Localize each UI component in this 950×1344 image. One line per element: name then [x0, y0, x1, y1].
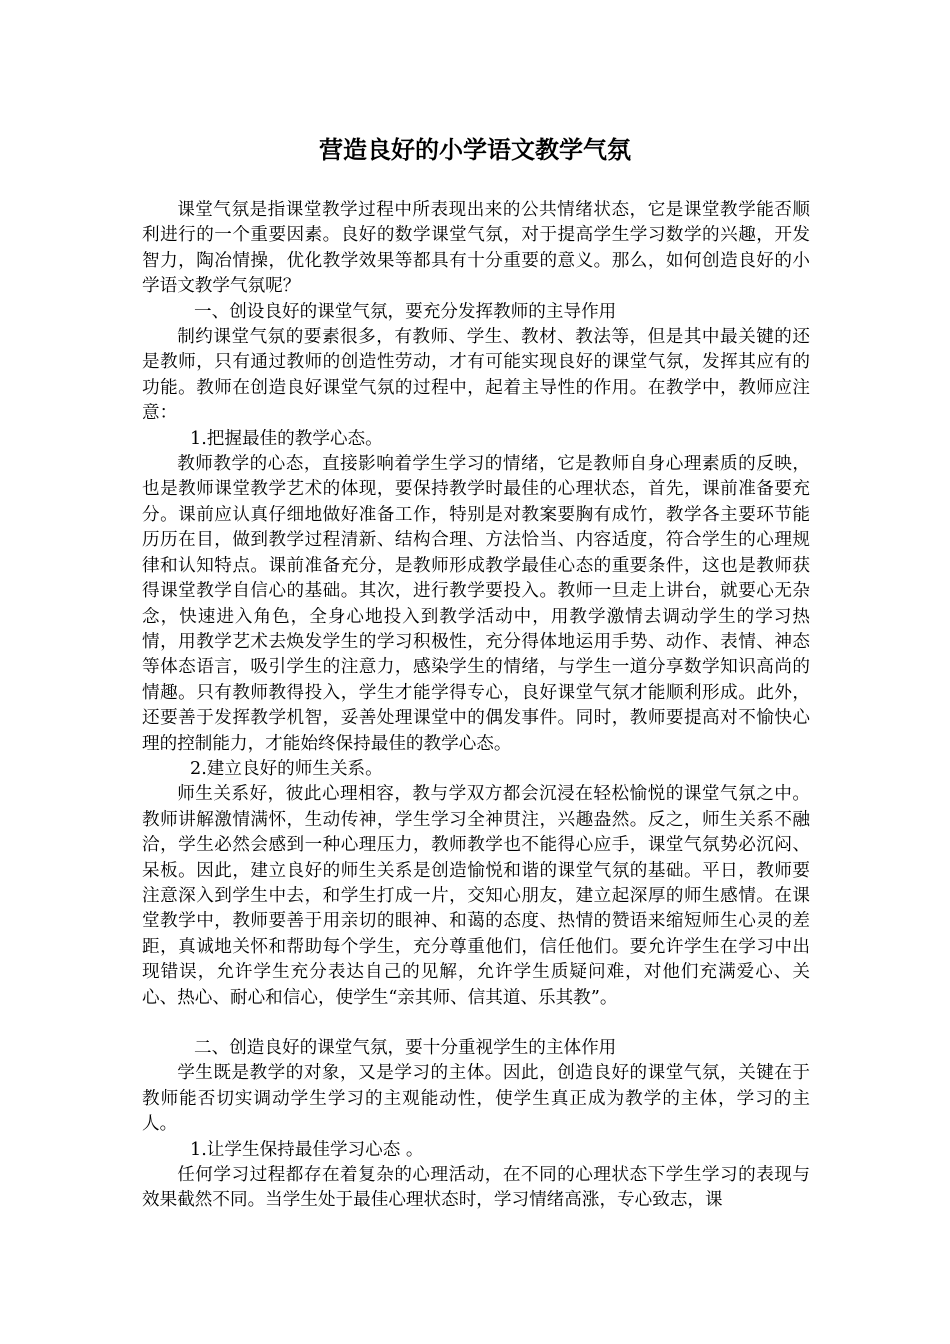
- section-gap: [142, 1011, 810, 1036]
- section-2-subheading-1: 1.让学生保持最佳学习心态 。: [190, 1139, 424, 1160]
- section-1-paragraph: 制约课堂气氛的要素很多，有教师、学生、教材、教法等，但是其中最关键的还是教师，只有通过教师的创造性劳动，才有可能实现良好的课堂气氛，发挥其应有的功能。教师在创造良好课堂气氛的过程中，起着主导性的作用。在教学中，教师应注意：: [142, 327, 810, 424]
- intro-paragraph: 课堂气氛是指课堂教学过程中所表现出来的公共情绪状态，它是课堂教学能否顺利进行的一个重要因素。良好的数学课堂气氛，对于提高学生学习数学的兴趣，开发智力，陶冶情操，优化教学效果等都具有十分重要的意义。那么，如何创造良好的小学语文教学气氛呢？: [142, 200, 810, 297]
- section-1-subheading-2: 2.建立良好的师生关系。: [190, 758, 383, 779]
- section-1-heading: 一、创设良好的课堂气氛，要充分发挥教师的主导作用: [194, 301, 617, 322]
- section-1-subheading-1: 1.把握最佳的教学心态。: [190, 428, 383, 449]
- section-2-paragraph: 学生既是教学的对象，又是学习的主体。因此，创造良好的课堂气氛，关键在于教师能否切实调动学生学习的主观能动性，使学生真正成为教学的主体，学习的主人。: [142, 1063, 810, 1135]
- document-title: 营造良好的小学语文教学气氛: [319, 136, 631, 164]
- section-2-heading: 二、创造良好的课堂气氛，要十分重视学生的主体作用: [194, 1038, 617, 1058]
- section-1-subparagraph-1: 教师教学的心态，直接影响着学生学习的情绪，它是教师自身心理素质的反映，也是教师课堂教学艺术的体现，要保持教学时最佳的心理状态，首先，课前准备要充分。课前应认真仔细地做好准备工作，特别是对教案要胸有成竹，教学各主要环节能历历在目，做到教学过程清新、结构合理、方法恰当、内容适度，符合学生的心理规律和认知特点。课前准备充分，是教师形成教学最佳心态的重要条件，这也是教师获得课堂教学自信心的基础。其次，进行教学要投入。教师一旦走上讲台，就要心无杂念，快速进入角色，全身心地投入到教学活动中，用教学激情去调动学生的学习热情，用教学艺术去焕发学生的学习积极性，充分得体地运用手势、动作、表情、神态等体态语言，吸引学生的注意力，感染学生的情绪，与学生一道分享数学知识高尚的情趣。只有教师教得投入，学生才能学得专心，良好课堂气氛才能顺利形成。此外，还要善于发挥教学机智，妥善处理课堂中的偶发事件。同时，教师要提高对不愉快心理的控制能力，才能始终保持最佳的教学心态。: [142, 454, 810, 754]
- document-body: [142, 198, 810, 1214]
- section-2-subparagraph-1: 任何学习过程都存在着复杂的心理活动，在不同的心理状态下学生学习的表现与效果截然不同。当学生处于最佳心理状态时，学习情绪高涨，专心致志，课: [142, 1165, 810, 1211]
- section-1-subparagraph-2: 师生关系好，彼此心理相容，教与学双方都会沉浸在轻松愉悦的课堂气氛之中。教师讲解激情满怀，生动传神，学生学习全神贯注，兴趣盎然。反之，师生关系不融洽，学生必然会感到一种心理压力，教师教学也不能得心应手，课堂气氛势必沉闷、呆板。因此，建立良好的师生关系是创造愉悦和谐的课堂气氛的基础。平日，教师要注意深入到学生中去，和学生打成一片，交知心朋友，建立起深厚的师生感情。在课堂教学中，教师要善于用亲切的眼神、和蔼的态度、热情的赞语来缩短师生心灵的差距，真诚地关怀和帮助每个学生，充分尊重他们，信任他们。要允许学生在学习中出现错误，允许学生充分表达自己的见解，允许学生质疑问难，对他们充满爱心、关心、热心、耐心和信心，使学生“亲其师、信其道、乐其教”。: [142, 784, 810, 1008]
